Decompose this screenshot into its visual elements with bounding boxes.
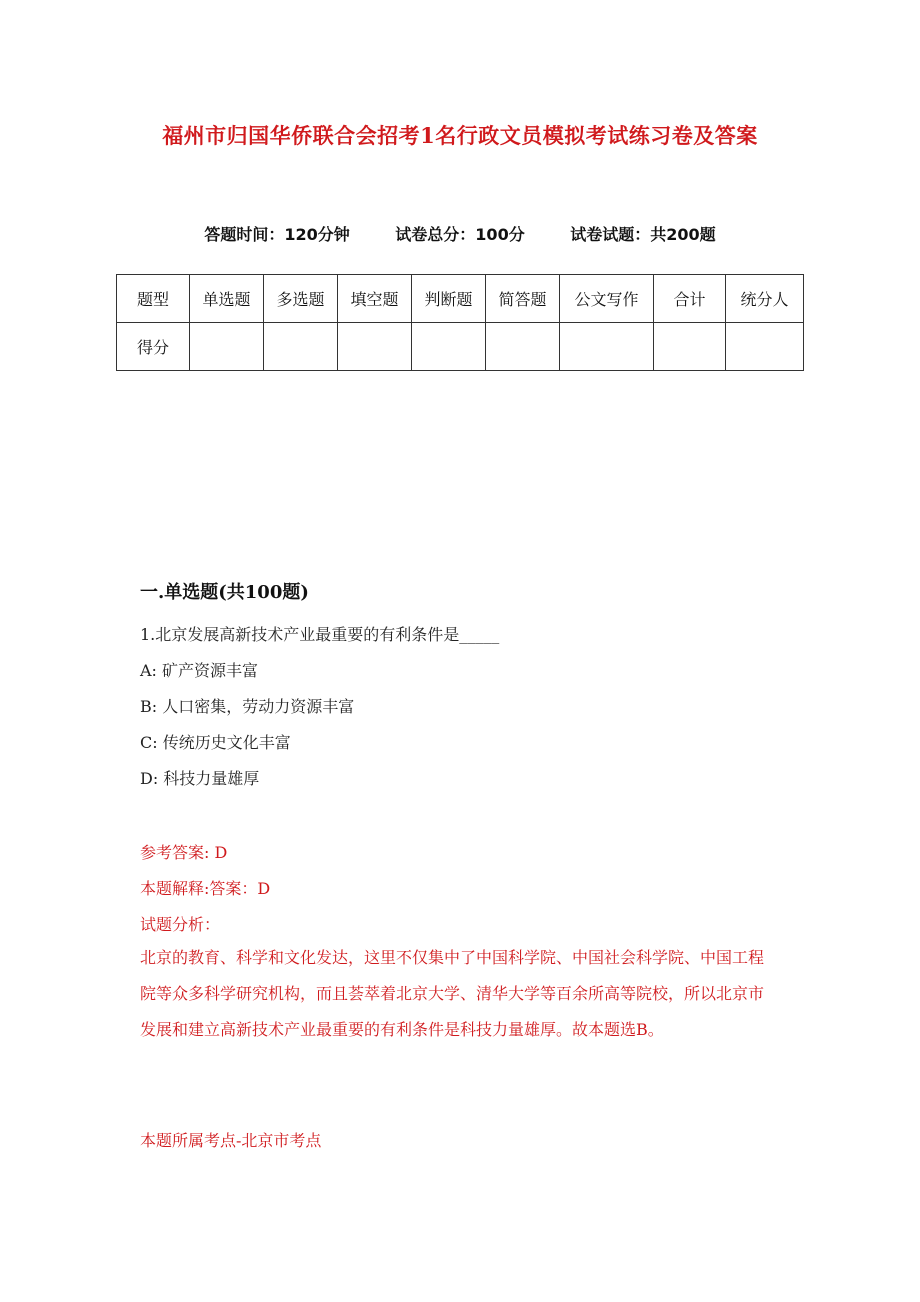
header-cell-type: 题型 [117,275,190,323]
score-table [116,274,804,371]
topic-label: 本题所属考点-北京市考点 [140,1131,322,1150]
question-stem: 1.北京发展高新技术产业最重要的有利条件是_____ [140,625,500,644]
score-cell [560,323,654,371]
score-cell [338,323,412,371]
score-cell [412,323,486,371]
option-b: B: 人口密集，劳动力资源丰富 [140,697,355,716]
score-table-score-row [117,323,804,371]
header-cell-writing: 公文写作 [560,275,654,323]
reference-answer: 参考答案: D [140,843,228,862]
header-cell-fill: 填空题 [338,275,412,323]
score-cell [726,323,804,371]
section-title: 一.单选题(共100题) [140,582,309,603]
header-cell-single: 单选题 [190,275,264,323]
score-cell [654,323,726,371]
score-cell [486,323,560,371]
doc-title: 福州市归国华侨联合会招考1名行政文员模拟考试练习卷及答案 [162,123,758,148]
option-d: D: 科技力量雄厚 [140,769,260,788]
header-cell-total: 合计 [654,275,726,323]
header-cell-short: 简答题 [486,275,560,323]
header-cell-judge: 判断题 [412,275,486,323]
explanation-label: 本题解释:答案：D [140,879,271,898]
exam-time: 答题时间：120分钟 [204,225,350,244]
row-label-score: 得分 [117,323,190,371]
score-cell [190,323,264,371]
header-cell-multi: 多选题 [264,275,338,323]
analysis-text: 北京的教育、科学和文化发达，这里不仅集中了中国科学院、中国社会科学院、中国工程院等众多科学研究机构，而且荟萃着北京大学、清华大学等百余所高等院校，所以北京市发展和建立高新技术产业最重要的有利条件是科技力量雄厚。故本题选B。 [140,948,765,1039]
exam-question-count: 试卷试题：共200题 [570,225,716,244]
header-cell-scorer: 统分人 [726,275,804,323]
score-cell [264,323,338,371]
exam-meta [0,222,920,245]
exam-total-score: 试卷总分：100分 [395,225,525,244]
option-c: C: 传统历史文化丰富 [140,733,291,752]
option-a: A: 矿产资源丰富 [140,661,259,680]
score-table-header-row [117,275,804,323]
analysis-label: 试题分析： [140,915,221,934]
